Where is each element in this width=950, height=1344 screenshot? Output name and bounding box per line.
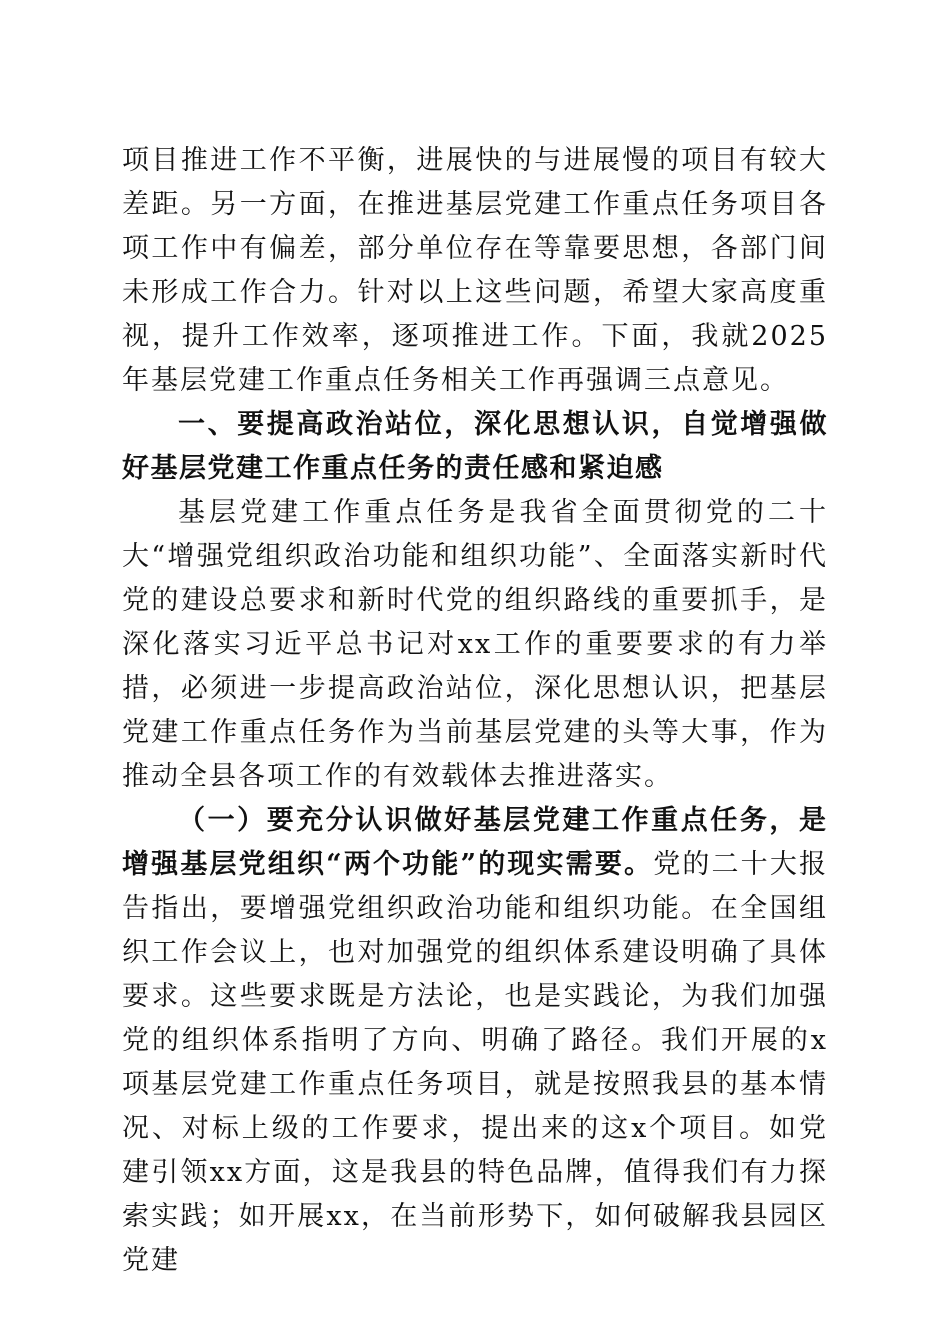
subsection-heading-one: （一）要充分认识做好基层党建工作重点任务，是增强基层党组织“两个功能”的现实需要。 xyxy=(122,805,828,880)
paragraph-intro-continuation: 项目推进工作不平衡，进展快的与进展慢的项目有较大差距。另一方面，在推进基层党建工作重点任务项目各项工作中有偏差，部分单位存在等靠要思想，各部门间未形成工作合力。针对以上这些问题，希望大家高度重视，提升工作效率，逐项推进工作。下面，我就2025年基层党建工作重点任务相关工作再强调三点意见。 xyxy=(122,145,828,396)
subsection-one-body: 党的二十大报告指出，要增强党组织政治功能和组织功能。在全国组织工作会议上，也对加强党的组织体系建设明确了具体要求。这些要求既是方法论，也是实践论，为我们加强党的组织体系指明了方向、明确了路径。我们开展的x项基层党建工作重点任务项目，就是按照我县的基本情况、对标上级的工作要求，提出来的这x个项目。如党建引领xx方面，这是我县的特色品牌，值得我们有力探索实践；如开展xx，在当前形势下，如何破解我县园区党建 xyxy=(122,849,829,1276)
document-body xyxy=(122,139,828,1283)
paragraph-section-one-body: 基层党建工作重点任务是我省全面贯彻党的二十大“增强党组织政治功能和组织功能”、全面落实新时代党的建设总要求和新时代党的组织路线的重要抓手，是深化落实习近平总书记对xx工作的重要要求的有力举措，必须进一步提高政治站位，深化思想认识，把基层党建工作重点任务作为当前基层党建的头等大事，作为推动全县各项工作的有效载体去推进落实。 xyxy=(122,497,828,792)
paragraph-subsection-one xyxy=(122,799,828,1283)
section-heading-one: 一、要提高政治站位，深化思想认识，自觉增强做好基层党建工作重点任务的责任感和紧迫感 xyxy=(122,409,828,484)
